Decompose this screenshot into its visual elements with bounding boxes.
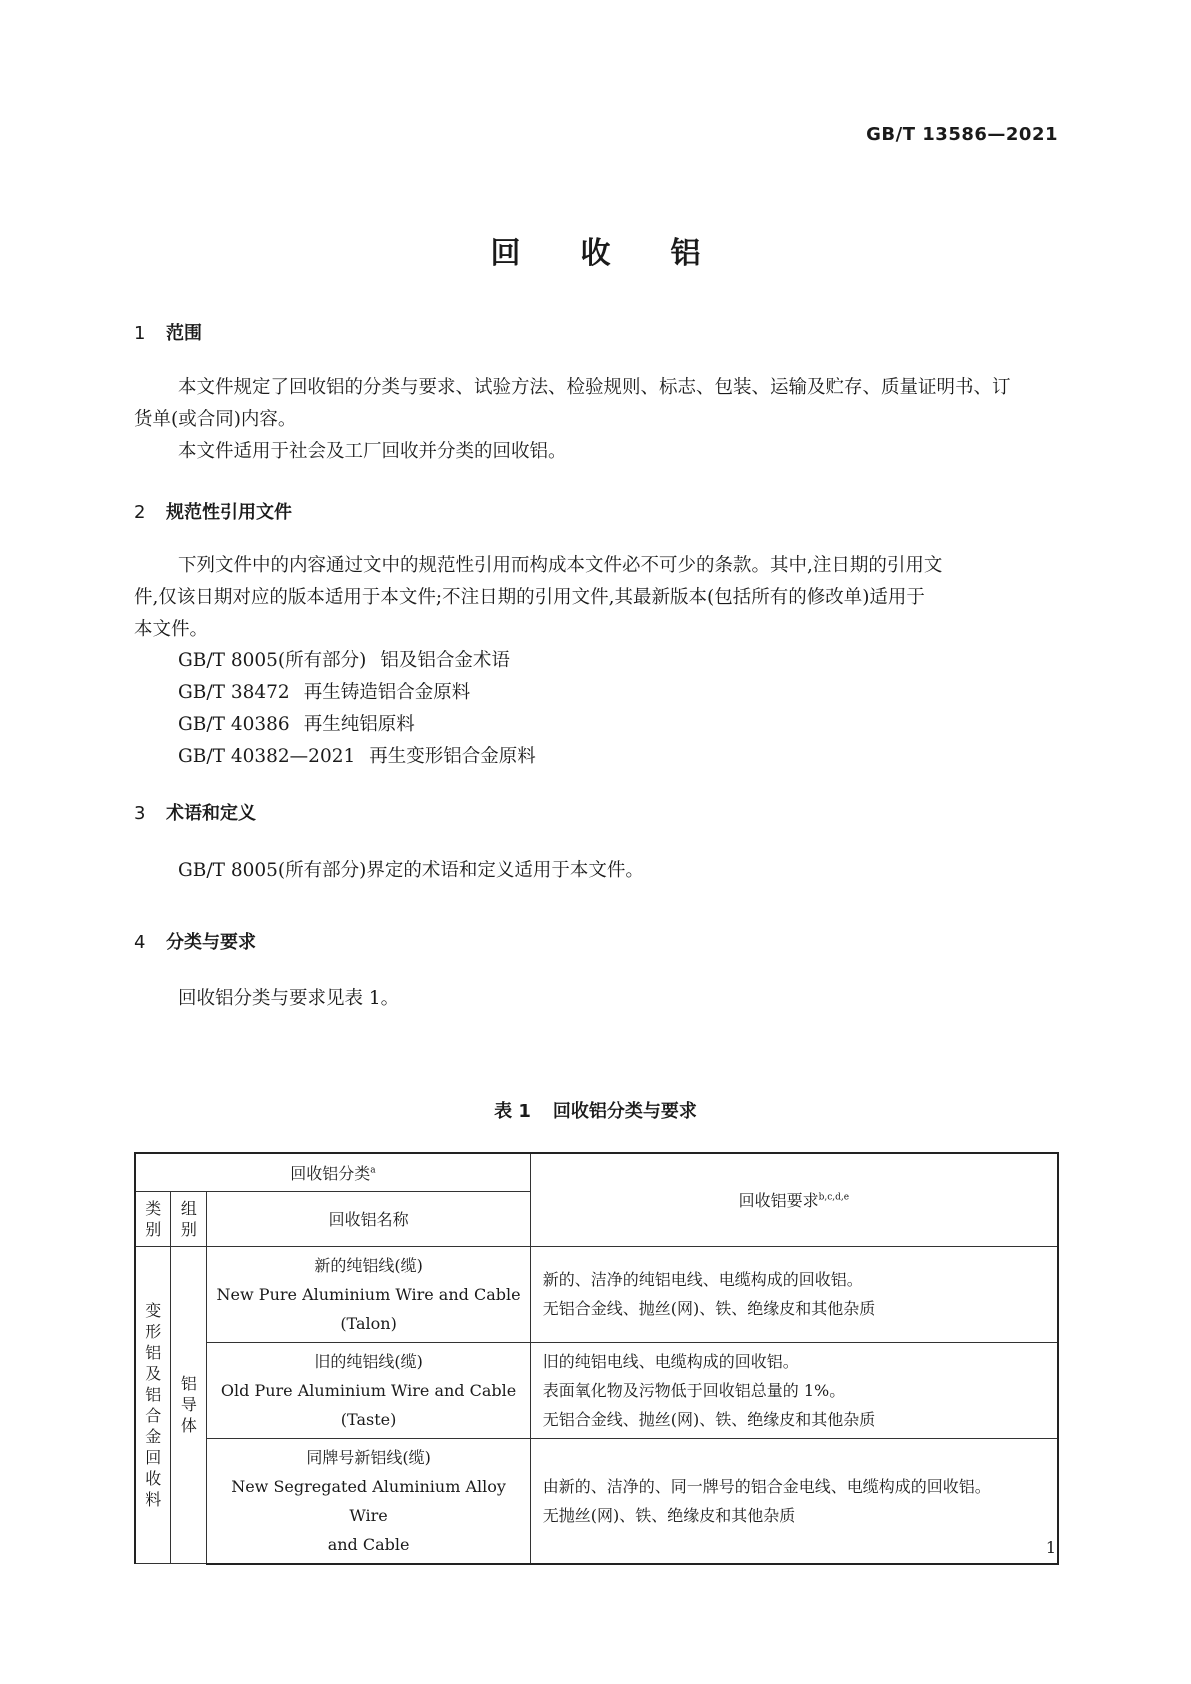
reference-item (178, 646, 510, 672)
section-number: 4 (134, 932, 146, 953)
reference-item (178, 710, 415, 736)
reference-code: GB/T 38472 (178, 682, 290, 703)
paragraph-terms (134, 855, 1058, 887)
name-cn: 旧的纯铝线(缆) (314, 1351, 423, 1371)
text-line: 货单(或合同)内容。 (134, 409, 297, 430)
name-cn: 同牌号新铝线(缆) (306, 1447, 431, 1467)
table-number: 表 1 (494, 1101, 531, 1122)
section-heading-3 (134, 799, 256, 825)
requirement-line: 无铝合金线、抛丝(网)、铁、绝缘皮和其他杂质 (542, 1409, 876, 1429)
header-requirement (530, 1153, 1058, 1246)
table-caption (0, 1097, 1191, 1123)
requirement-line: 无抛丝(网)、铁、绝缘皮和其他杂质 (542, 1505, 796, 1525)
text-line: 回收铝分类与要求见表 1。 (178, 988, 400, 1009)
header-text: 回收铝分类 (290, 1163, 371, 1183)
reference-title: 再生纯铝原料 (303, 714, 415, 735)
header-text: 别 (145, 1219, 162, 1239)
section-number: 2 (134, 502, 146, 523)
header-name: 回收铝名称 (207, 1191, 530, 1246)
reference-title: 再生铸造铝合金原料 (303, 682, 471, 703)
header-group (171, 1191, 207, 1246)
section-title: 分类与要求 (166, 932, 256, 953)
text-line: 件,仅该日期对应的版本适用于本文件;不注日期的引用文件,其最新版本(包括所有的修改单)适用于 (134, 587, 925, 608)
reference-item (178, 742, 536, 768)
reference-code: GB/T 40382—2021 (178, 746, 356, 767)
reference-title: 铝及铝合金术语 (380, 650, 510, 671)
text-line: 下列文件中的内容通过文中的规范性引用而构成本文件必不可少的条款。其中,注日期的引用文 (178, 555, 943, 576)
reference-title: 再生变形铝合金原料 (369, 746, 536, 767)
paragraph-classification (134, 983, 1058, 1015)
table-row-name (207, 1438, 530, 1564)
table-row-name (207, 1342, 530, 1438)
text-line: 本文件。 (134, 619, 209, 640)
name-en: Old Pure Aluminium Wire and Cable (220, 1380, 517, 1400)
section-title: 规范性引用文件 (166, 502, 292, 523)
document-title: 回收铝 (490, 236, 761, 271)
reference-code: GB/T 40386 (178, 714, 290, 735)
reference-code: GB/T 8005(所有部分) (178, 650, 367, 671)
table-title: 回收铝分类与要求 (552, 1101, 697, 1122)
name-en-code: (Talon) (340, 1313, 397, 1333)
text-line: 本文件适用于社会及工厂回收并分类的回收铝。 (178, 441, 567, 462)
name-en-code: (Taste) (340, 1409, 397, 1429)
section-title: 范围 (166, 323, 202, 344)
header-text: 组 (180, 1198, 197, 1218)
header-text: 类 (145, 1198, 162, 1218)
header-classification (135, 1153, 530, 1191)
section-number: 3 (134, 803, 146, 824)
requirement-line: 由新的、洁净的、同一牌号的铝合金电线、电缆构成的回收铝。 (542, 1476, 991, 1496)
paragraph-scope (134, 372, 1058, 468)
table-row-requirement (530, 1342, 1058, 1438)
footnote-mark: a (370, 1165, 376, 1176)
document-code: GB/T 13586—2021 (866, 124, 1058, 145)
table-row-requirement (530, 1246, 1058, 1342)
name-en: New Segregated Aluminium Alloy Wire (231, 1476, 506, 1525)
text-line: GB/T 8005(所有部分)界定的术语和定义适用于本文件。 (178, 860, 644, 881)
header-text: 别 (180, 1219, 197, 1239)
category-text: 变形铝及铝合金回收料 (145, 1300, 162, 1509)
page-number: 1 (1045, 1538, 1056, 1557)
name-en-code: and Cable (327, 1534, 410, 1554)
table-row-name (207, 1246, 530, 1342)
reference-item (178, 678, 470, 704)
group-cell (171, 1246, 207, 1564)
name-cn: 新的纯铝线(缆) (314, 1255, 423, 1275)
group-text: 铝导体 (180, 1374, 197, 1436)
section-heading-4 (134, 928, 256, 954)
header-category (135, 1191, 171, 1246)
section-title: 术语和定义 (166, 803, 256, 824)
section-heading-2 (134, 498, 292, 524)
name-en: New Pure Aluminium Wire and Cable (216, 1284, 521, 1304)
section-number: 1 (134, 323, 146, 344)
requirement-line: 旧的纯铝电线、电缆构成的回收铝。 (542, 1351, 799, 1371)
table-row-requirement (530, 1438, 1058, 1564)
requirement-line: 新的、洁净的纯铝电线、电缆构成的回收铝。 (542, 1270, 863, 1289)
footnote-mark: b,c,d,e (818, 1192, 850, 1203)
category-cell (135, 1246, 171, 1564)
paragraph-normative-refs (134, 550, 1058, 646)
header-text: 回收铝要求 (738, 1191, 819, 1211)
requirement-line: 无铝合金线、抛丝(网)、铁、绝缘皮和其他杂质 (542, 1299, 876, 1318)
text-line: 本文件规定了回收铝的分类与要求、试验方法、检验规则、标志、包装、运输及贮存、质量证明书、订 (178, 377, 1011, 398)
section-heading-1 (134, 319, 202, 345)
requirement-line: 表面氧化物及污物低于回收铝总量的 1%。 (542, 1380, 846, 1400)
classification-table (134, 1152, 1059, 1565)
